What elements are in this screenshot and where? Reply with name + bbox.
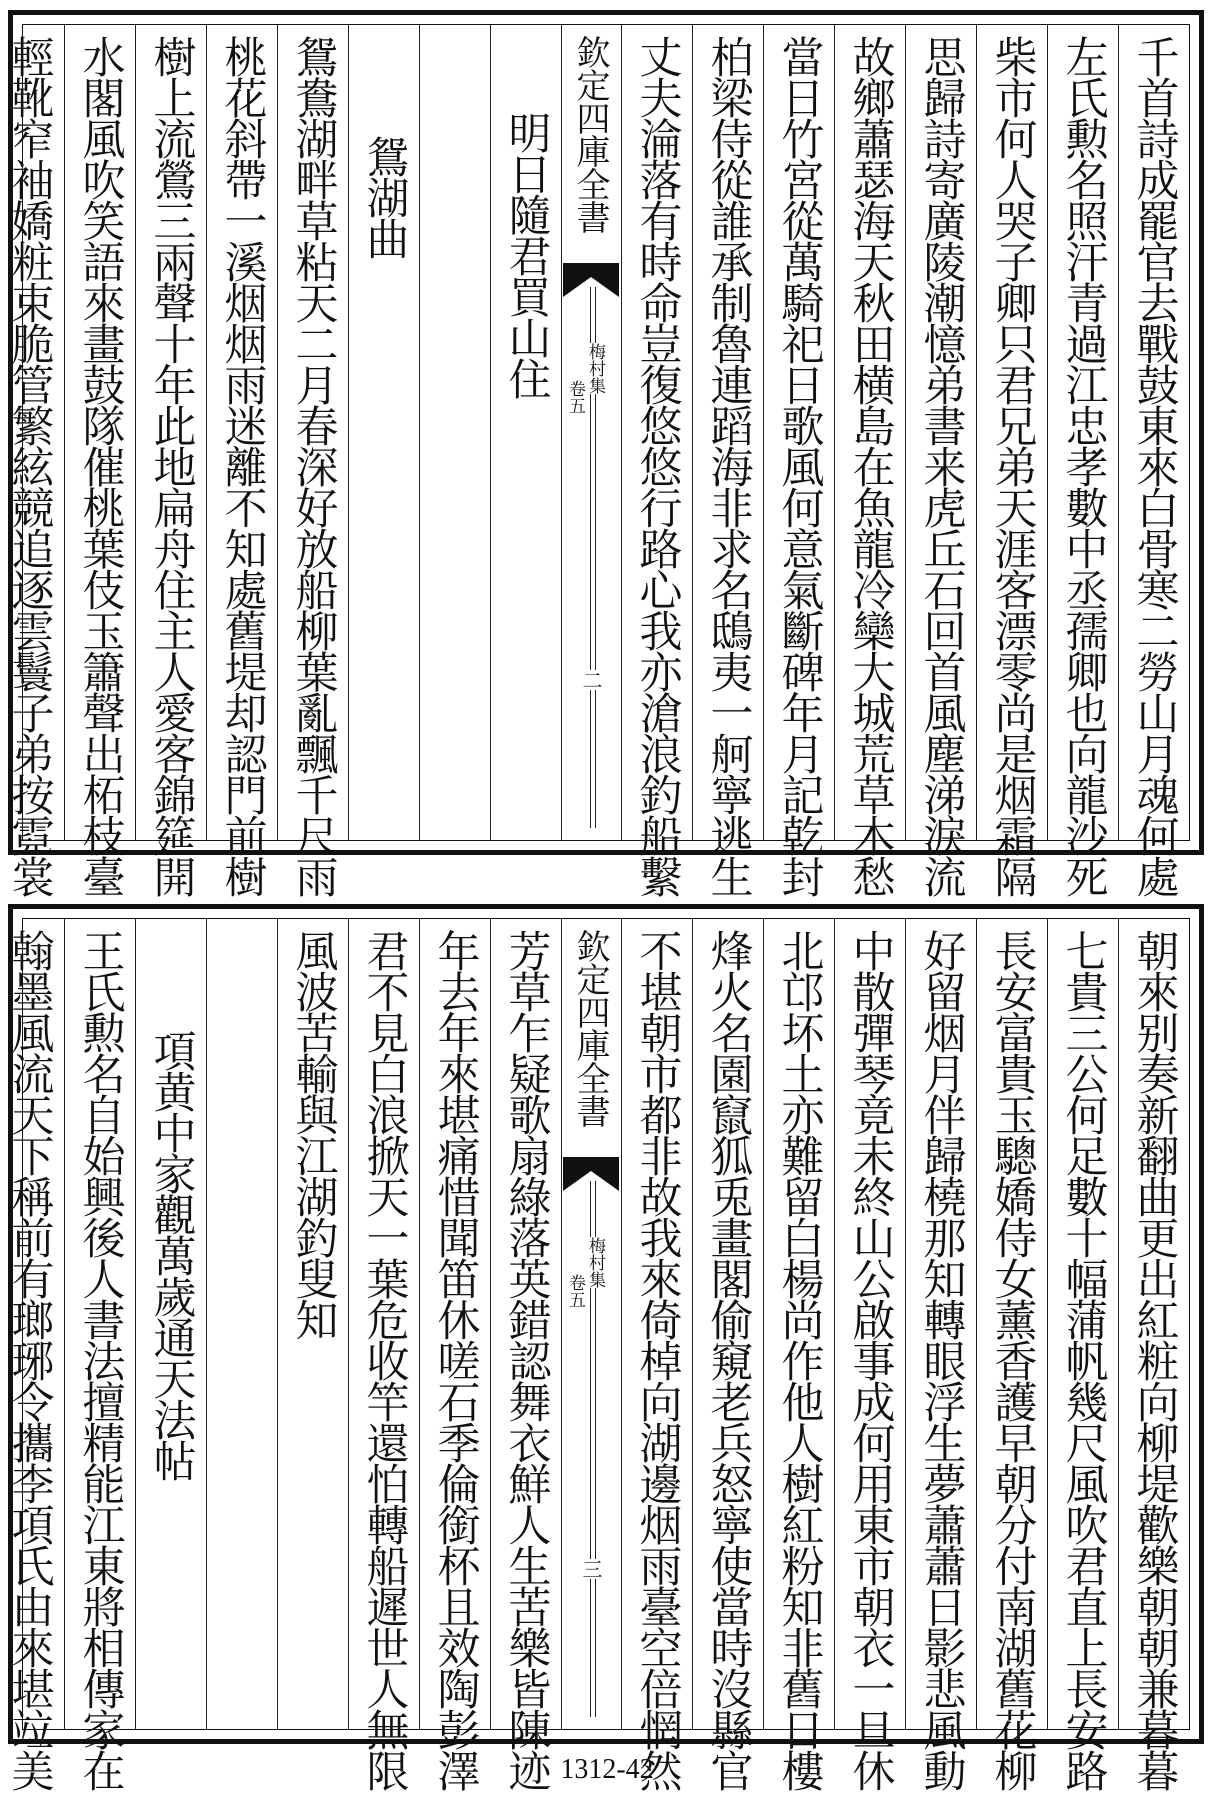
text-column: 烽火名園竄狐兎畫閣偷窺老兵怒寧使當時沒縣官 [692,919,763,1729]
text-column: 風波苦輸與江湖釣叟知 [277,919,348,1729]
spine-title: 欽定四庫全書 [570,35,610,233]
center-spine [561,25,621,840]
text-column: 芳草乍疑歌扇綠落英錯認舞衣鮮人生苦樂皆陳迹 [490,919,561,1729]
text-column: 樹上流鶯三兩聲十年此地扁舟住主人愛客錦筵開 [135,25,206,840]
text-column: 王氏勲名自始興後人書法擅精能江東將相傳家在 [64,919,135,1729]
text-column: 桃花斜帶一溪烟烟雨迷離不知處舊堤却認門前樹 [206,25,277,840]
text-column-blank [206,919,277,1729]
page-panel-top [4,10,1204,896]
page-footer-number: 1312-42 [560,1754,654,1785]
poem-title: 鴛湖曲 [359,135,410,258]
text-column: 中散彈琴竟未終山公啟事成何用東市朝衣一旦休 [834,919,905,1729]
text-column: 不堪朝市都非故我來倚棹向湖邊烟雨臺空倍惘然 [621,919,692,1729]
page-frame [4,24,1190,896]
text-column: 輕靴窄袖嬌粧束脆管繁絃競追逐雲鬟子弟按霓裳 [0,25,64,840]
text-column: 思歸詩寄廣陵潮憶弟書来虎丘石回首風塵涕淚流 [905,25,976,840]
text-column: 柏梁侍從誰承制魯連蹈海非求名鴟夷一舸寧逃生 [692,25,763,840]
text-column: 年去年來堪痛惜聞笛休嗟石季倫銜杯且效陶彭澤 [419,919,490,1729]
text-column-blank [419,25,490,840]
text-column: 朝來别奏新翻曲更出紅粧向柳堤歡樂朝朝兼暮暮 [1118,919,1189,1729]
text-column: 七貴三公何足數十幅蒲帆幾尺風吹君直上長安路 [1047,919,1118,1729]
text-column: 鴛鴦湖畔草粘天二月春深好放船柳葉亂飄千尺雨 [277,25,348,840]
spine-page-number: 二 [579,670,603,690]
spine-book-name: 梅村集 [585,343,605,394]
poem-title: 項黄中家觀萬歲通天法帖 [146,1029,197,1480]
spine-volume: 卷五 [565,1274,585,1308]
text-column: 明日隨君買山住 [490,25,561,840]
center-spine [561,919,621,1729]
text-column: 左氏勲名照汗青過江忠孝數中丞孺卿也向龍沙死 [1047,25,1118,840]
text-column: 好留烟月伴歸橈那知轉眼浮生夢蕭蕭日影悲風動 [905,919,976,1729]
text-column: 當日竹宮從萬騎祀日歌風何意氣斷碑年月記乾封 [763,25,834,840]
spine-page-number: 三 [579,1559,603,1579]
spine-title: 欽定四庫全書 [570,929,610,1127]
text-column: 水閣風吹笑語來畫鼓隊催桃葉伎玉簫聲出柘枝臺 [64,25,135,840]
text-column: 翰墨風流天下稱前有瑯琊令攜李項氏由來堪竝美 [0,919,64,1729]
spine-volume: 卷五 [565,380,585,414]
poem-title-column [348,25,419,840]
text-column: 丈夫淪落有時命豈復悠悠行路心我亦滄浪釣船繫 [621,25,692,840]
text-column: 千首詩成罷官去戰鼓東來白骨寒二勞山月魂何處 [1118,25,1189,840]
text-column: 故鄉蕭瑟海天秋田横島在魚龍冷欒大城荒草木愁 [834,25,905,840]
text-column: 長安富貴玉驄嬌侍女薰香護早朝分付南湖舊花柳 [976,919,1047,1729]
poem-title-column [135,919,206,1729]
text-column: 北邙坏土亦難留白楊尚作他人樹紅粉知非舊日樓 [763,919,834,1729]
text-column: 柴市何人哭子卿只君兄弟天涯客漂零尚是烟霜隔 [976,25,1047,840]
spine-book-name: 梅村集 [585,1237,605,1288]
text-column: 君不見白浪掀天一葉危收竿還怕轉船遲世人無限 [348,919,419,1729]
